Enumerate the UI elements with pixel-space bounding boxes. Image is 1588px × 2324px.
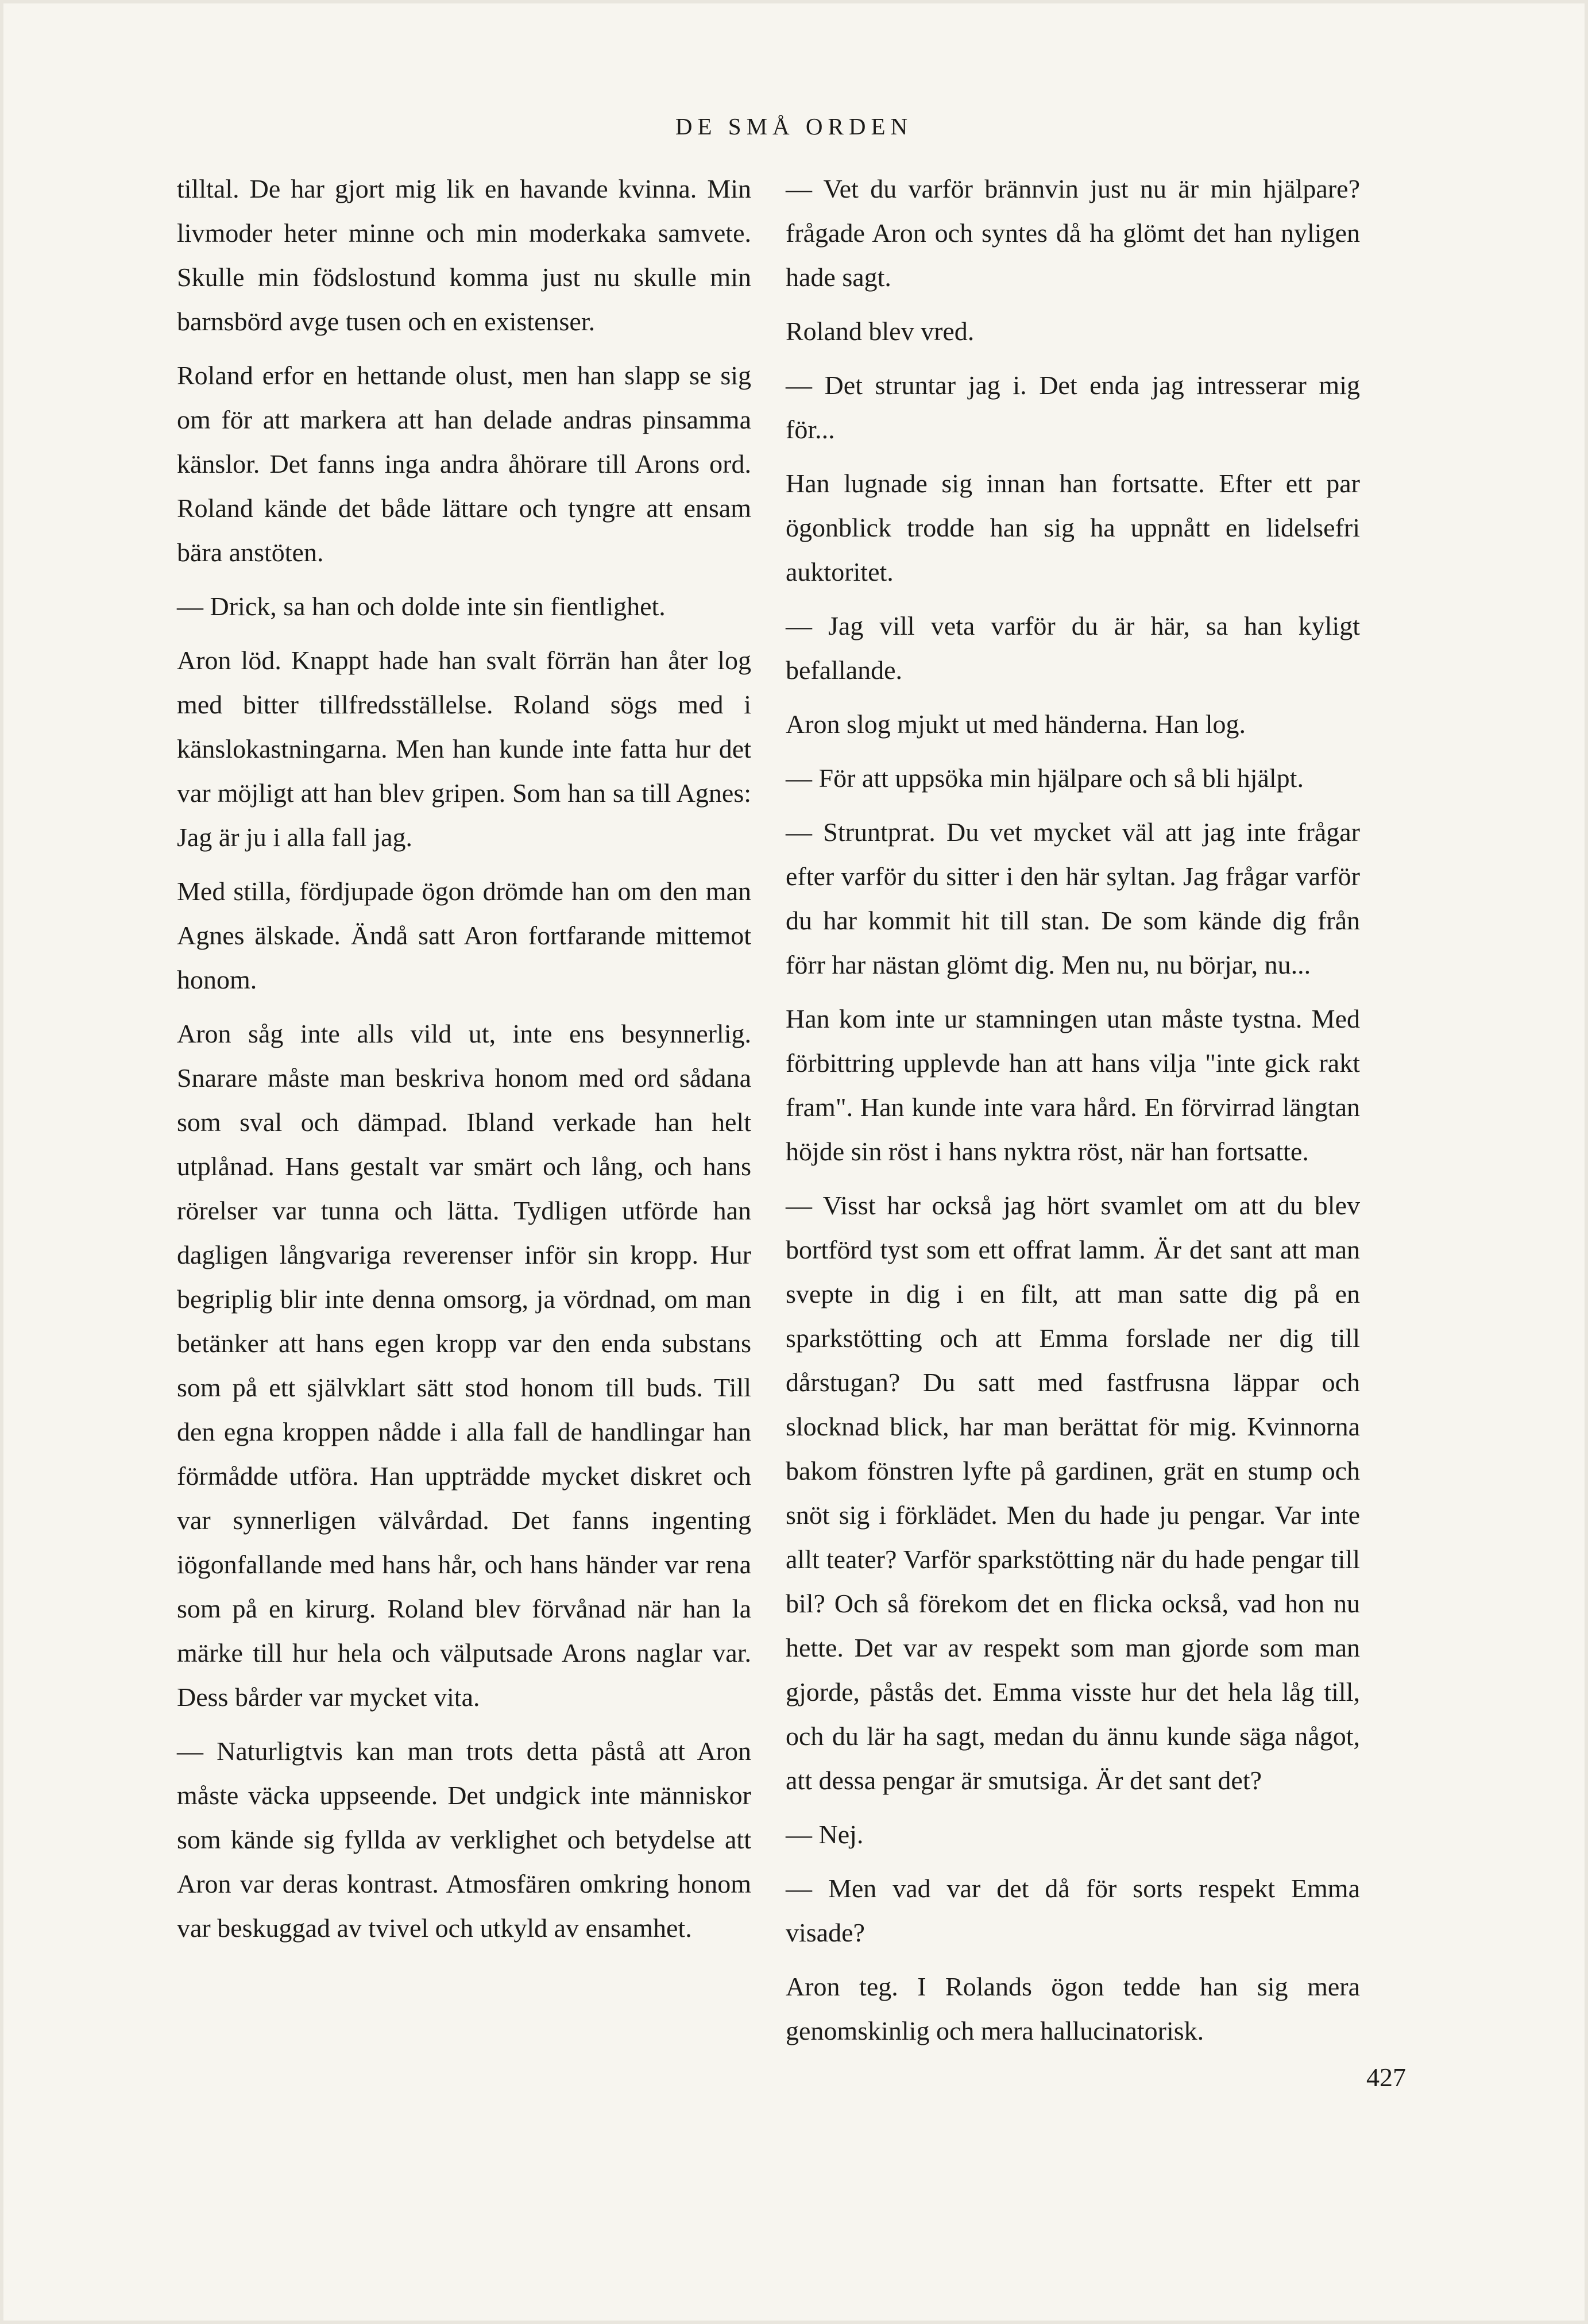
paragraph: Roland blev vred. [786,316,975,346]
running-head: DE SMÅ ORDEN [675,113,913,140]
paragraph: — Det struntar jag i. Det enda jag intresserar mig för... [786,370,1360,444]
paragraph: Roland erfor en hettande olust, men han slapp se sig om för att markera att han delade andras pinsamma känslor. Det fanns inga andra åhörare till Arons ord. Roland kände det både lättare och tyngre att ensam bära anstöten. [177,361,751,567]
paragraph: — Naturligtvis kan man trots detta påstå att Aron måste väcka uppseende. Det undgick inte människor som kände sig fyllda av verklighet och betydelse att Aron var deras kontrast. Atmosfären omkring honom var beskuggad av tvivel och utkyld av ensamhet. [177,1736,751,1943]
paragraph: — Drick, sa han och dolde inte sin fientlighet. [177,592,666,621]
left-column [177,167,751,1960]
paragraph: Med stilla, fördjupade ögon drömde han om den man Agnes älskade. Ändå satt Aron fortfarande mittemot honom. [177,877,751,994]
paragraph: Aron teg. I Rolands ögon tedde han sig mera genomskinlig och mera hallucinatorisk. [786,1972,1360,2045]
paragraph: Aron löd. Knappt hade han svalt förrän han åter log med bitter tillfredsställelse. Roland sögs med i känslokastningarna. Men han kunde inte fatta hur det var möjligt att han blev gripen. Som han sa till Agnes: Jag är ju i alla fall jag. [177,646,751,852]
right-column [786,167,1360,2063]
page-number: 427 [1366,2063,1406,2092]
paragraph: — Men vad var det då för sorts respekt Emma visade? [786,1874,1360,1947]
paragraph: — Vet du varför brännvin just nu är min hjälpare? frågade Aron och syntes då ha glömt det han nyligen hade sagt. [786,174,1360,292]
paragraph: — Visst har också jag hört svamlet om att du blev bortförd tyst som ett offrat lamm. Är det sant att man svepte in dig i en filt, att man satte dig på en sparkstötting och att Emma forslade ner dig till dårstugan? Du satt med fastfrusna läppar och slocknad blick, har man berättat för mig. Kvinnorna bakom fönstren lyfte på gardinen, grät en stump och snöt sig i förklädet. Men du hade ju pengar. Var inte allt teater? Varför sparkstötting när du hade pengar till bil? Och så förekom det en flicka också, vad hon nu hette. Det var av respekt som man gjorde som man gjorde, påstås det. Emma visste hur det hela låg till, och du lär ha sagt, medan du ännu kunde säga något, att dessa pengar är smutsiga. Är det sant det? [786,1191,1360,1795]
paragraph: — Nej. [786,1820,864,1849]
paragraph: Han kom inte ur stamningen utan måste tystna. Med förbittring upplevde han att hans vilja "inte gick rakt fram". Han kunde inte vara hård. En förvirrad längtan höjde sin röst i hans nyktra röst, när han fortsatte. [786,1004,1360,1166]
paragraph: — Jag vill veta varför du är här, sa han kyligt befallande. [786,611,1360,685]
paragraph: Han lugnade sig innan han fortsatte. Efter ett par ögonblick trodde han sig ha uppnått en lidelsefri auktoritet. [786,469,1360,586]
paragraph: Aron såg inte alls vild ut, inte ens besynnerlig. Snarare måste man beskriva honom med ord sådana som sval och dämpad. Ibland verkade han helt utplånad. Hans gestalt var smärt och lång, och hans rörelser var tunna och lätta. Tydligen utförde han dagligen långvariga reverenser inför sin kropp. Hur begriplig blir inte denna omsorg, ja vördnad, om man betänker att hans egen kropp var den enda substans som på ett självklart sätt stod honom till buds. Till den egna kroppen nådde i alla fall de handlingar han förmådde utföra. Han uppträdde mycket diskret och var synnerligen välvårdad. Det fanns ingenting iögonfallande med hans hår, och hans händer var rena som på en kirurg. Roland blev förvånad när han la märke till hur hela och välputsade Arons naglar var. Dess bårder var mycket vita. [177,1019,751,1712]
paragraph: — Struntprat. Du vet mycket väl att jag inte frågar efter varför du sitter i den här syltan. Jag frågar varför du har kommit hit till stan. De som kände dig från förr har nästan glömt dig. Men nu, nu börjar, nu... [786,817,1360,979]
paragraph: tilltal. De har gjort mig lik en havande kvinna. Min livmoder heter minne och min moderkaka samvete. Skulle min födslostund komma just nu skulle min barnsbörd avge tusen och en existenser. [177,174,751,336]
paragraph: Aron slog mjukt ut med händerna. Han log. [786,709,1246,739]
paragraph: — För att uppsöka min hjälpare och så bli hjälpt. [786,763,1304,793]
